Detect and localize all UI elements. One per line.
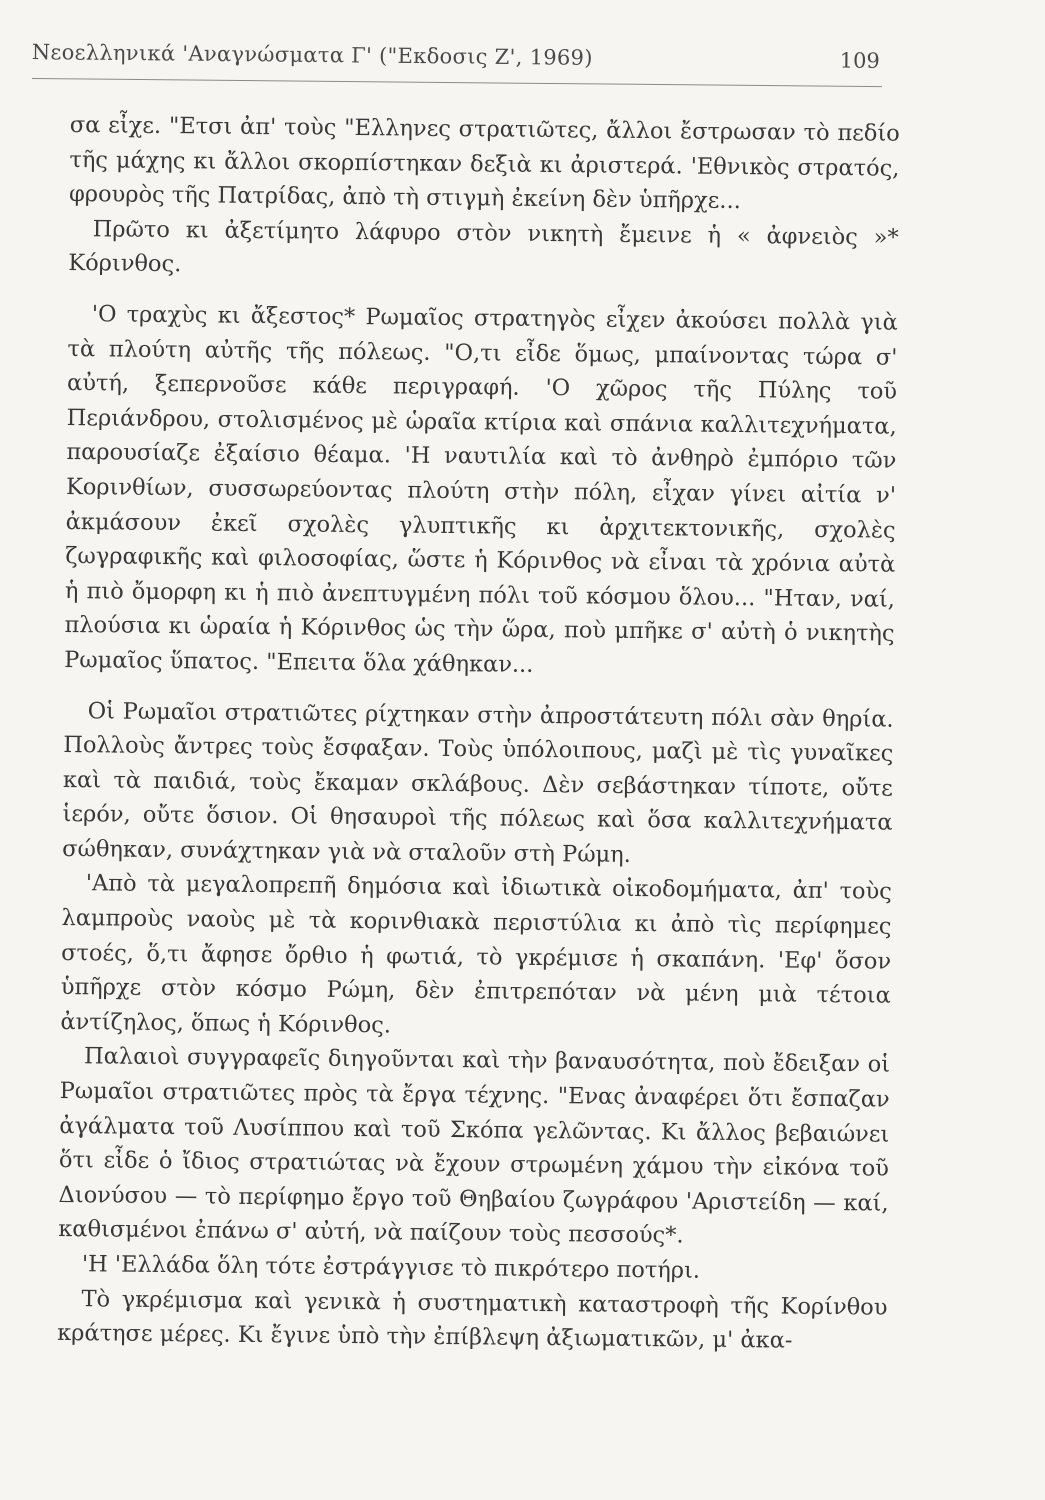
paragraph: σα εἶχε. "Ετσι ἀπ' τοὺς "Ελληνες στρατιῶτες, ἄλλοι ἔστρωσαν τὸ πεδίο τῆς μάχης κι ἄλλοι σκορπίστηκαν δεξιὰ κι ἀριστερά. 'Εθνικὸς στρατός, φρουρὸς τῆς Πατρίδας, ἀπὸ τὴ στιγμὴ ἐκείνη δὲν ὑπῆρχε... bbox=[68, 111, 900, 215]
paragraph: Παλαιοὶ συγγραφεῖς διηγοῦνται καὶ τὴν βαναυσότητα, ποὺ ἔδειξαν οἱ Ρωμαῖοι στρατιῶτες πρὸς τὰ ἔργα τέχνης. "Ενας ἀναφέρει ὅτι ἔσπαζαν ἀγάλματα τοῦ Λυσίππου καὶ τοῦ Σκόπα γελῶντας. Κι ἄλλος βεβαιώνει ὅτι εἶδε ὁ ἴδιος στρατιώτας νὰ ἔχουν στρωμένη χάμου τὴν εἰκόνα τοῦ Διονύσου — τὸ περίφημο ἔργο τοῦ Θηβαίου ζωγράφου 'Αριστείδη — καί, καθισμένοι ἐπάνω σ' αὐτή, νὰ παίζουν τοὺς πεσσούς*. bbox=[58, 1043, 891, 1249]
paragraph: 'Η 'Ελλάδα ὅλη τότε ἐστράγγισε τὸ πικρότερο ποτήρι. bbox=[81, 1251, 701, 1284]
running-header bbox=[32, 34, 880, 83]
paragraph: Τὸ γκρέμισμα καὶ γενικὰ ἡ συστηματικὴ καταστροφὴ τῆς Κορίνθου κράτησε μέρες. Κι ἔγινε ὑπὸ τὴν ἐπίβλεψη ἀξιωματικῶν, μ' ἀκα- bbox=[57, 1285, 888, 1354]
header-title: Νεοελληνικά 'Αναγνώσματα Γ' ("Εκδοσις Ζ', 1969) bbox=[31, 39, 593, 70]
paragraph: Πρῶτο κι ἀξετίμητο λάφυρο στὸν νικητὴ ἔμεινε ἡ « ἀφνειὸς »* Κόρινθος. bbox=[68, 216, 899, 278]
paragraph: 'Απὸ τὰ μεγαλοπρεπῆ δημόσια καὶ ἰδιωτικὰ οἰκοδομήματα, ἀπ' τοὺς λαμπροὺς ναοὺς μὲ τὰ κορινθιακὰ περιστύλια κι ἀπὸ τὶς περίφημες στοές, ὅ,τι ἄφησε ὄρθιο ἡ φωτιά, τὸ γκρέμισε ἡ σκαπάνη. 'Εφ' ὅσον ὑπῆρχε στὸν κόσμο Ρώμη, δὲν ἐπιτρεπόταν νὰ μένη μιὰ τέτοια ἀντίζηλος, ὅπως ἡ Κόρινθος. bbox=[60, 870, 892, 1039]
paragraph: Οἱ Ρωμαῖοι στρατιῶτες ρίχτηκαν στὴν ἀπροστάτευτη πόλι σὰν θηρία. Πολλοὺς ἄντρες τοὺς ἔσφαξαν. Τοὺς ὑπόλοιπους, μαζὶ μὲ τὶς γυναῖκες καὶ τὰ παιδιά, τοὺς ἔκαμαν σκλάβους. Δὲν σεβάστηκαν τίποτε, οὔτε ἱερόν, οὔτε ὅσιον. Οἱ θησαυροὶ τῆς πόλεως καὶ ὅσα καλλιτεχνήματα σώθηκαν, συνάχτηκαν γιὰ νὰ σταλοῦν στὴ Ρώμη. bbox=[62, 697, 894, 868]
page-number: 109 bbox=[839, 48, 880, 73]
body-text bbox=[57, 108, 900, 1359]
paragraph: 'Ο τραχὺς κι ἄξεστος* Ρωμαῖος στρατηγὸς εἶχεν ἀκούσει πολλὰ γιὰ τὰ πλούτη αὐτῆς τῆς πόλεως. "Ο,τι εἶδε ὅμως, μπαίνοντας τώρα σ' αὐτή, ξεπερνοῦσε κάθε περιγραφή. 'Ο χῶρος τῆς Πύλης τοῦ Περιάνδρου, στολισμένος μὲ ὡραῖα κτίρια καὶ σπάνια καλλιτεχνήματα, παρουσίαζε ἐξαίσιο θέαμα. 'Η ναυτιλία καὶ τὸ ἀνθηρὸ ἐμπόριο τῶν Κορινθίων, συσσωρεύοντας πλούτη στὴν πόλη, εἶχαν γίνει αἰτία ν' ἀκμάσουν ἐκεῖ σχολὲς γλυπτικῆς κι ἀρχιτεκτονικῆς, σχολὲς ζωγραφικῆς καὶ φιλοσοφίας, ὥστε ἡ Κόρινθος νὰ εἶναι τὰ χρόνια αὐτὰ ἡ πιὸ ὄμορφη κι ἡ πιὸ ἀνεπτυγμένη πόλι τοῦ κόσμου ὅλου... "Ηταν, ναί, πλούσια κι ὡραία ἡ Κόρινθος ὡς τὴν ὥρα, ποὺ μπῆκε σ' αὐτὴ ὁ νικητὴς Ρωμαῖος ὕπατος. "Επειτα ὅλα χάθηκαν... bbox=[64, 301, 898, 678]
